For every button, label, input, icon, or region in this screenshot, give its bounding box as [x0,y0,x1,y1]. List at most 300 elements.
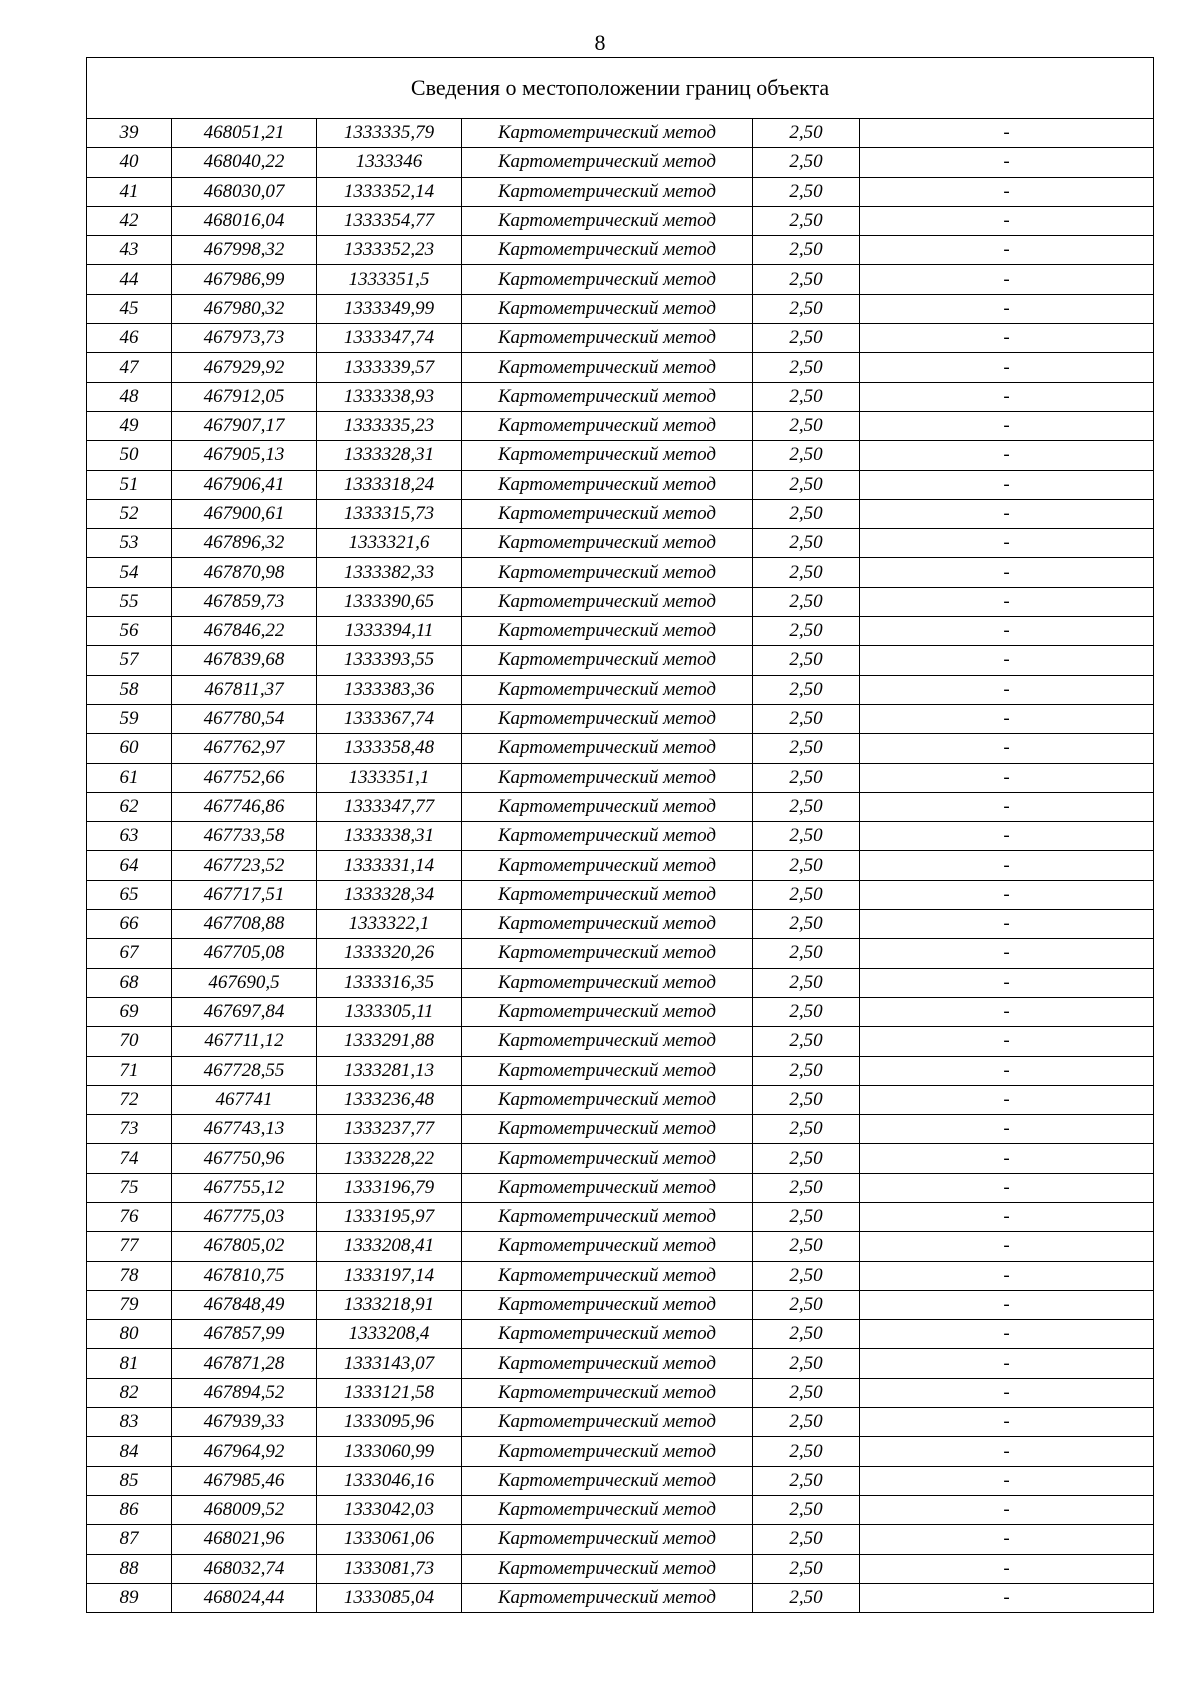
y-coordinate-cell: 1333338,93 [317,382,462,411]
description-cell: - [860,1583,1154,1612]
y-coordinate-cell: 1333316,35 [317,968,462,997]
point-number-cell: 41 [87,177,172,206]
table-row [87,1290,1154,1319]
description-cell: - [860,1290,1154,1319]
x-coordinate-cell: 467986,99 [172,265,317,294]
method-cell: Картометрический метод [462,1085,753,1114]
y-coordinate-cell: 1333085,04 [317,1583,462,1612]
method-cell: Картометрический метод [462,529,753,558]
method-cell: Картометрический метод [462,1466,753,1495]
table-row [87,1495,1154,1524]
table-row [87,1027,1154,1056]
description-cell: - [860,792,1154,821]
table-row [87,1202,1154,1231]
accuracy-cell: 2,50 [753,1261,860,1290]
accuracy-cell: 2,50 [753,1232,860,1261]
accuracy-cell: 2,50 [753,529,860,558]
description-cell: - [860,822,1154,851]
y-coordinate-cell: 1333383,36 [317,675,462,704]
accuracy-cell: 2,50 [753,910,860,939]
method-cell: Картометрический метод [462,1349,753,1378]
table-row [87,470,1154,499]
x-coordinate-cell: 467929,92 [172,353,317,382]
description-cell: - [860,1554,1154,1583]
x-coordinate-cell: 467711,12 [172,1027,317,1056]
x-coordinate-cell: 467743,13 [172,1115,317,1144]
table-row [87,177,1154,206]
description-cell: - [860,1320,1154,1349]
point-number-cell: 87 [87,1525,172,1554]
description-cell: - [860,968,1154,997]
y-coordinate-cell: 1333351,1 [317,763,462,792]
x-coordinate-cell: 467723,52 [172,851,317,880]
y-coordinate-cell: 1333335,23 [317,411,462,440]
accuracy-cell: 2,50 [753,734,860,763]
description-cell: - [860,324,1154,353]
point-number-cell: 52 [87,499,172,528]
accuracy-cell: 2,50 [753,1408,860,1437]
description-cell: - [860,1495,1154,1524]
description-cell: - [860,470,1154,499]
x-coordinate-cell: 467871,28 [172,1349,317,1378]
point-number-cell: 49 [87,411,172,440]
description-cell: - [860,1115,1154,1144]
accuracy-cell: 2,50 [753,1349,860,1378]
point-number-cell: 63 [87,822,172,851]
method-cell: Картометрический метод [462,1554,753,1583]
table-row [87,1378,1154,1407]
table-row [87,1466,1154,1495]
accuracy-cell: 2,50 [753,148,860,177]
description-cell: - [860,1027,1154,1056]
description-cell: - [860,1202,1154,1231]
point-number-cell: 70 [87,1027,172,1056]
accuracy-cell: 2,50 [753,675,860,704]
method-cell: Картометрический метод [462,1437,753,1466]
x-coordinate-cell: 467697,84 [172,997,317,1026]
accuracy-cell: 2,50 [753,1290,860,1319]
method-cell: Картометрический метод [462,324,753,353]
description-cell: - [860,763,1154,792]
x-coordinate-cell: 467900,61 [172,499,317,528]
y-coordinate-cell: 1333331,14 [317,851,462,880]
point-number-cell: 46 [87,324,172,353]
method-cell: Картометрический метод [462,119,753,148]
y-coordinate-cell: 1333339,57 [317,353,462,382]
accuracy-cell: 2,50 [753,1056,860,1085]
method-cell: Картометрический метод [462,353,753,382]
description-cell: - [860,558,1154,587]
accuracy-cell: 2,50 [753,997,860,1026]
description-cell: - [860,1378,1154,1407]
description-cell: - [860,382,1154,411]
method-cell: Картометрический метод [462,1525,753,1554]
accuracy-cell: 2,50 [753,968,860,997]
method-cell: Картометрический метод [462,675,753,704]
point-number-cell: 89 [87,1583,172,1612]
description-cell: - [860,441,1154,470]
table-row [87,236,1154,265]
x-coordinate-cell: 468040,22 [172,148,317,177]
point-number-cell: 65 [87,880,172,909]
table-title: Сведения о местоположении границ объекта [87,58,1154,119]
method-cell: Картометрический метод [462,704,753,733]
point-number-cell: 86 [87,1495,172,1524]
y-coordinate-cell: 1333335,79 [317,119,462,148]
x-coordinate-cell: 467912,05 [172,382,317,411]
point-number-cell: 51 [87,470,172,499]
table-row [87,1525,1154,1554]
point-number-cell: 74 [87,1144,172,1173]
x-coordinate-cell: 467870,98 [172,558,317,587]
y-coordinate-cell: 1333095,96 [317,1408,462,1437]
point-number-cell: 80 [87,1320,172,1349]
x-coordinate-cell: 467755,12 [172,1173,317,1202]
description-cell: - [860,617,1154,646]
description-cell: - [860,177,1154,206]
description-cell: - [860,1466,1154,1495]
description-cell: - [860,119,1154,148]
accuracy-cell: 2,50 [753,704,860,733]
accuracy-cell: 2,50 [753,646,860,675]
method-cell: Картометрический метод [462,1378,753,1407]
point-number-cell: 61 [87,763,172,792]
y-coordinate-cell: 1333338,31 [317,822,462,851]
table-row [87,646,1154,675]
point-number-cell: 40 [87,148,172,177]
accuracy-cell: 2,50 [753,206,860,235]
accuracy-cell: 2,50 [753,119,860,148]
method-cell: Картометрический метод [462,646,753,675]
x-coordinate-cell: 467964,92 [172,1437,317,1466]
table-row [87,997,1154,1026]
description-cell: - [860,1085,1154,1114]
x-coordinate-cell: 467973,73 [172,324,317,353]
accuracy-cell: 2,50 [753,880,860,909]
point-number-cell: 72 [87,1085,172,1114]
method-cell: Картометрический метод [462,792,753,821]
method-cell: Картометрический метод [462,1290,753,1319]
point-number-cell: 53 [87,529,172,558]
x-coordinate-cell: 467846,22 [172,617,317,646]
y-coordinate-cell: 1333208,41 [317,1232,462,1261]
table-row [87,968,1154,997]
table-row [87,1144,1154,1173]
x-coordinate-cell: 468024,44 [172,1583,317,1612]
y-coordinate-cell: 1333318,24 [317,470,462,499]
table-row [87,792,1154,821]
point-number-cell: 56 [87,617,172,646]
table-row [87,1583,1154,1612]
x-coordinate-cell: 467811,37 [172,675,317,704]
y-coordinate-cell: 1333394,11 [317,617,462,646]
point-number-cell: 88 [87,1554,172,1583]
point-number-cell: 79 [87,1290,172,1319]
accuracy-cell: 2,50 [753,324,860,353]
point-number-cell: 66 [87,910,172,939]
accuracy-cell: 2,50 [753,382,860,411]
y-coordinate-cell: 1333060,99 [317,1437,462,1466]
method-cell: Картометрический метод [462,968,753,997]
accuracy-cell: 2,50 [753,558,860,587]
table-row [87,910,1154,939]
accuracy-cell: 2,50 [753,1027,860,1056]
table-row [87,851,1154,880]
description-cell: - [860,734,1154,763]
x-coordinate-cell: 467907,17 [172,411,317,440]
point-number-cell: 76 [87,1202,172,1231]
method-cell: Картометрический метод [462,1115,753,1144]
description-cell: - [860,1173,1154,1202]
y-coordinate-cell: 1333393,55 [317,646,462,675]
y-coordinate-cell: 1333218,91 [317,1290,462,1319]
method-cell: Картометрический метод [462,997,753,1026]
method-cell: Картометрический метод [462,617,753,646]
y-coordinate-cell: 1333121,58 [317,1378,462,1407]
point-number-cell: 42 [87,206,172,235]
point-number-cell: 83 [87,1408,172,1437]
page-number: 8 [594,30,606,55]
point-number-cell: 78 [87,1261,172,1290]
method-cell: Картометрический метод [462,1408,753,1437]
x-coordinate-cell: 467896,32 [172,529,317,558]
accuracy-cell: 2,50 [753,1173,860,1202]
description-cell: - [860,1525,1154,1554]
accuracy-cell: 2,50 [753,1554,860,1583]
x-coordinate-cell: 468021,96 [172,1525,317,1554]
x-coordinate-cell: 467805,02 [172,1232,317,1261]
accuracy-cell: 2,50 [753,792,860,821]
description-cell: - [860,939,1154,968]
point-number-cell: 81 [87,1349,172,1378]
description-cell: - [860,675,1154,704]
accuracy-cell: 2,50 [753,617,860,646]
accuracy-cell: 2,50 [753,1525,860,1554]
table-row [87,1232,1154,1261]
y-coordinate-cell: 1333367,74 [317,704,462,733]
method-cell: Картометрический метод [462,851,753,880]
accuracy-cell: 2,50 [753,1437,860,1466]
method-cell: Картометрический метод [462,1202,753,1231]
y-coordinate-cell: 1333347,74 [317,324,462,353]
accuracy-cell: 2,50 [753,441,860,470]
x-coordinate-cell: 467848,49 [172,1290,317,1319]
table-row [87,499,1154,528]
description-cell: - [860,997,1154,1026]
accuracy-cell: 2,50 [753,1495,860,1524]
table-row [87,822,1154,851]
table-row [87,1261,1154,1290]
description-cell: - [860,499,1154,528]
accuracy-cell: 2,50 [753,265,860,294]
description-cell: - [860,411,1154,440]
method-cell: Картометрический метод [462,763,753,792]
method-cell: Картометрический метод [462,499,753,528]
x-coordinate-cell: 467859,73 [172,587,317,616]
x-coordinate-cell: 467717,51 [172,880,317,909]
table-row [87,265,1154,294]
accuracy-cell: 2,50 [753,470,860,499]
table-row [87,119,1154,148]
description-cell: - [860,529,1154,558]
y-coordinate-cell: 1333328,34 [317,880,462,909]
y-coordinate-cell: 1333352,14 [317,177,462,206]
accuracy-cell: 2,50 [753,939,860,968]
x-coordinate-cell: 467775,03 [172,1202,317,1231]
y-coordinate-cell: 1333321,6 [317,529,462,558]
method-cell: Картометрический метод [462,470,753,499]
y-coordinate-cell: 1333281,13 [317,1056,462,1085]
description-cell: - [860,206,1154,235]
point-number-cell: 48 [87,382,172,411]
table-row [87,763,1154,792]
x-coordinate-cell: 467906,41 [172,470,317,499]
y-coordinate-cell: 1333351,5 [317,265,462,294]
point-number-cell: 43 [87,236,172,265]
description-cell: - [860,1144,1154,1173]
table-row [87,1554,1154,1583]
point-number-cell: 68 [87,968,172,997]
method-cell: Картометрический метод [462,294,753,323]
point-number-cell: 64 [87,851,172,880]
y-coordinate-cell: 1333358,48 [317,734,462,763]
method-cell: Картометрический метод [462,558,753,587]
x-coordinate-cell: 468032,74 [172,1554,317,1583]
method-cell: Картометрический метод [462,148,753,177]
point-number-cell: 50 [87,441,172,470]
point-number-cell: 67 [87,939,172,968]
x-coordinate-cell: 467746,86 [172,792,317,821]
x-coordinate-cell: 467708,88 [172,910,317,939]
x-coordinate-cell: 467752,66 [172,763,317,792]
description-cell: - [860,1437,1154,1466]
method-cell: Картометрический метод [462,1495,753,1524]
table-row [87,353,1154,382]
accuracy-cell: 2,50 [753,177,860,206]
table-row [87,1085,1154,1114]
y-coordinate-cell: 1333046,16 [317,1466,462,1495]
point-number-cell: 57 [87,646,172,675]
table-row [87,558,1154,587]
y-coordinate-cell: 1333228,22 [317,1144,462,1173]
table-row [87,675,1154,704]
description-cell: - [860,704,1154,733]
method-cell: Картометрический метод [462,1027,753,1056]
y-coordinate-cell: 1333347,77 [317,792,462,821]
point-number-cell: 58 [87,675,172,704]
y-coordinate-cell: 1333320,26 [317,939,462,968]
y-coordinate-cell: 1333081,73 [317,1554,462,1583]
accuracy-cell: 2,50 [753,1202,860,1231]
x-coordinate-cell: 468051,21 [172,119,317,148]
method-cell: Картометрический метод [462,822,753,851]
table-row [87,1115,1154,1144]
accuracy-cell: 2,50 [753,587,860,616]
accuracy-cell: 2,50 [753,851,860,880]
accuracy-cell: 2,50 [753,763,860,792]
point-number-cell: 85 [87,1466,172,1495]
method-cell: Картометрический метод [462,236,753,265]
point-number-cell: 60 [87,734,172,763]
x-coordinate-cell: 467733,58 [172,822,317,851]
y-coordinate-cell: 1333315,73 [317,499,462,528]
x-coordinate-cell: 467894,52 [172,1378,317,1407]
x-coordinate-cell: 467839,68 [172,646,317,675]
table-row [87,1320,1154,1349]
table-row [87,734,1154,763]
point-number-cell: 47 [87,353,172,382]
description-cell: - [860,880,1154,909]
x-coordinate-cell: 467741 [172,1085,317,1114]
y-coordinate-cell: 1333390,65 [317,587,462,616]
point-number-cell: 39 [87,119,172,148]
accuracy-cell: 2,50 [753,1466,860,1495]
x-coordinate-cell: 467905,13 [172,441,317,470]
y-coordinate-cell: 1333196,79 [317,1173,462,1202]
method-cell: Картометрический метод [462,880,753,909]
point-number-cell: 55 [87,587,172,616]
accuracy-cell: 2,50 [753,294,860,323]
x-coordinate-cell: 467750,96 [172,1144,317,1173]
point-number-cell: 82 [87,1378,172,1407]
y-coordinate-cell: 1333352,23 [317,236,462,265]
y-coordinate-cell: 1333328,31 [317,441,462,470]
y-coordinate-cell: 1333322,1 [317,910,462,939]
point-number-cell: 54 [87,558,172,587]
accuracy-cell: 2,50 [753,1583,860,1612]
x-coordinate-cell: 467728,55 [172,1056,317,1085]
accuracy-cell: 2,50 [753,353,860,382]
y-coordinate-cell: 1333305,11 [317,997,462,1026]
x-coordinate-cell: 467690,5 [172,968,317,997]
description-cell: - [860,148,1154,177]
table-row [87,704,1154,733]
method-cell: Картометрический метод [462,177,753,206]
description-cell: - [860,1261,1154,1290]
table-row [87,382,1154,411]
method-cell: Картометрический метод [462,587,753,616]
description-cell: - [860,587,1154,616]
accuracy-cell: 2,50 [753,822,860,851]
method-cell: Картометрический метод [462,441,753,470]
table-body [87,58,1154,1613]
table-row [87,206,1154,235]
description-cell: - [860,646,1154,675]
point-number-cell: 69 [87,997,172,1026]
table-row [87,1173,1154,1202]
description-cell: - [860,910,1154,939]
method-cell: Картометрический метод [462,734,753,763]
x-coordinate-cell: 467762,97 [172,734,317,763]
method-cell: Картометрический метод [462,382,753,411]
method-cell: Картометрический метод [462,1320,753,1349]
y-coordinate-cell: 1333208,4 [317,1320,462,1349]
method-cell: Картометрический метод [462,265,753,294]
y-coordinate-cell: 1333346 [317,148,462,177]
method-cell: Картометрический метод [462,1232,753,1261]
x-coordinate-cell: 468030,07 [172,177,317,206]
accuracy-cell: 2,50 [753,236,860,265]
x-coordinate-cell: 467939,33 [172,1408,317,1437]
y-coordinate-cell: 1333354,77 [317,206,462,235]
x-coordinate-cell: 467780,54 [172,704,317,733]
point-number-cell: 75 [87,1173,172,1202]
table-row [87,294,1154,323]
table-row [87,441,1154,470]
x-coordinate-cell: 467810,75 [172,1261,317,1290]
accuracy-cell: 2,50 [753,1115,860,1144]
point-number-cell: 62 [87,792,172,821]
